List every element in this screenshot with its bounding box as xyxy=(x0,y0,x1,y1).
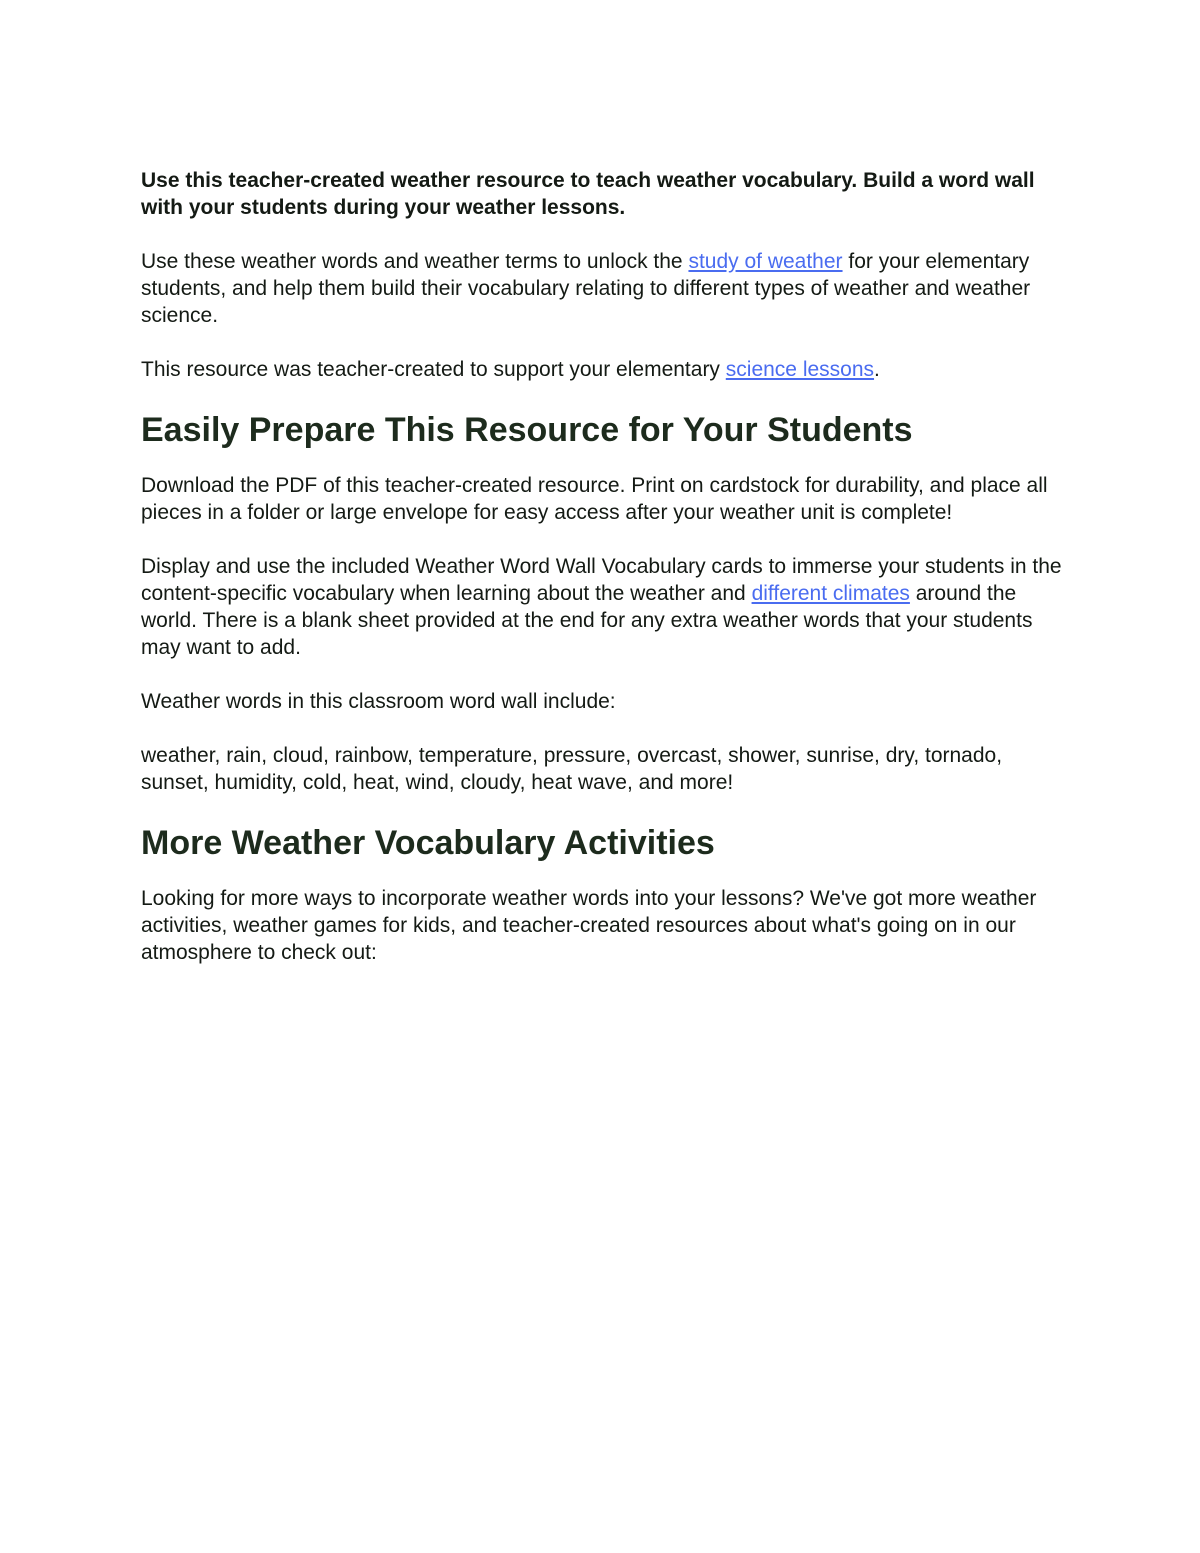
prepare-p2-text-before: Display and use the included Weather Word Wall Vocabulary cards to immerse your students in the content-specific vocabulary when learning about the weather and xyxy=(141,555,1062,605)
intro-p1-text-after: for your elementary students, and help them build their vocabulary relating to different types of weather and weather science. xyxy=(141,250,1031,327)
document-page xyxy=(141,167,1066,993)
intro-lead: Use this teacher-created weather resource to teach weather vocabulary. Build a word wall with your students during your weather lessons. xyxy=(141,169,1035,219)
intro-paragraph-1 xyxy=(141,248,1066,329)
prepare-heading: Easily Prepare This Resource for Your Students xyxy=(141,411,913,449)
intro-paragraph-2 xyxy=(141,356,1066,383)
different-climates-link[interactable]: different climates xyxy=(751,582,910,605)
intro-p2-text-after: . xyxy=(874,358,880,381)
study-of-weather-link[interactable]: study of weather xyxy=(688,250,843,273)
prepare-paragraph-1: Download the PDF of this teacher-created resource. Print on cardstock for durability, and place all pieces in a folder or large envelope for easy access after your weather unit is complete! xyxy=(141,474,1048,524)
intro-p1-text-before: Use these weather words and weather terms to unlock the xyxy=(141,250,689,273)
science-lessons-link[interactable]: science lessons xyxy=(725,358,875,381)
prepare-p2-text-after: around the world. There is a blank sheet provided at the end for any extra weather words that your students may want to add. xyxy=(141,582,1033,659)
more-paragraph-1: Looking for more ways to incorporate weather words into your lessons? We've got more weather activities, weather games for kids, and teacher-created resources about what's going on in our atmosphere to check out: xyxy=(141,887,1037,964)
prepare-paragraph-2 xyxy=(141,553,1066,661)
more-activities-heading: More Weather Vocabulary Activities xyxy=(141,824,715,862)
prepare-paragraph-3: Weather words in this classroom word wall include: xyxy=(141,690,616,713)
intro-p2-text-before: This resource was teacher-created to support your elementary xyxy=(141,358,726,381)
weather-words-list: weather, rain, cloud, rainbow, temperature, pressure, overcast, shower, sunrise, dry, tornado, sunset, humidity, cold, heat, wind, cloudy, heat wave, and more! xyxy=(141,744,1003,794)
